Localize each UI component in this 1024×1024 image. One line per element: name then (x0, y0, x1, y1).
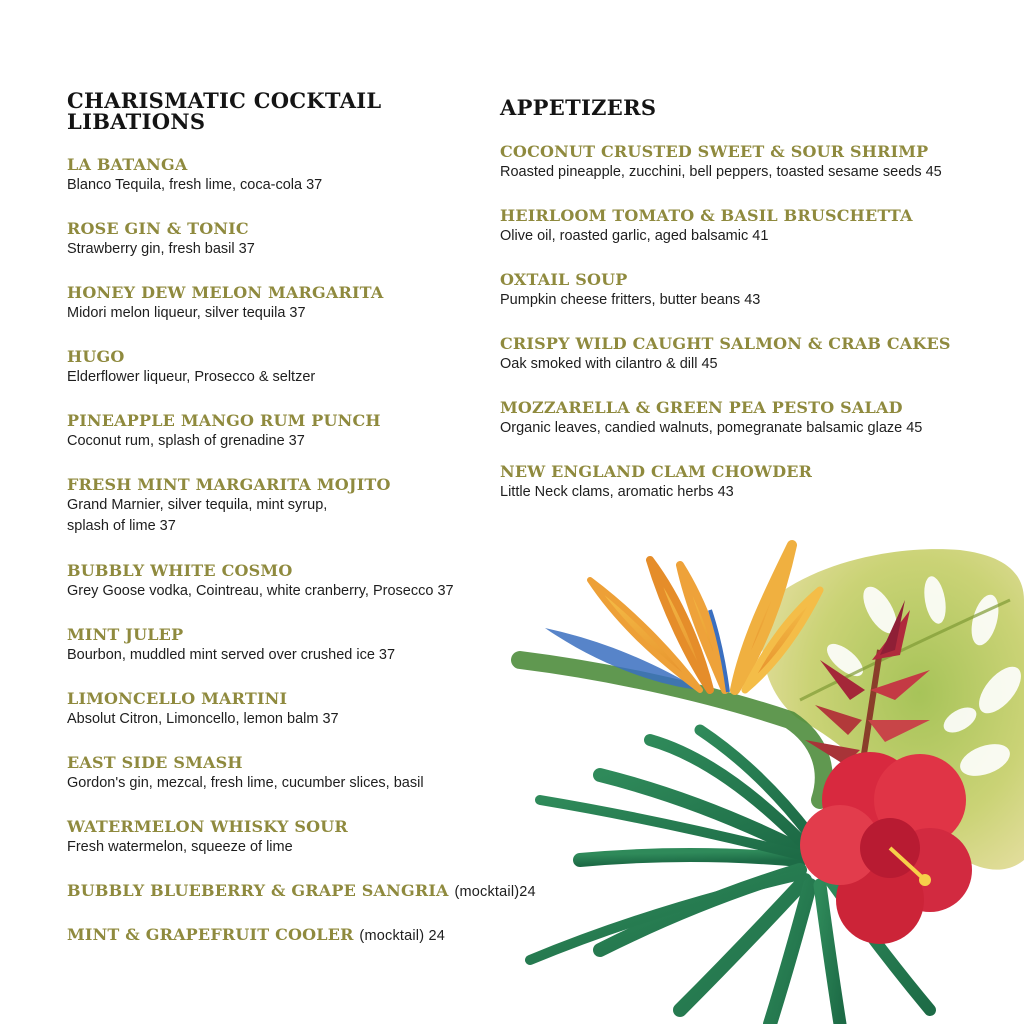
item-description: Olive oil, roasted garlic, aged balsamic 41 (500, 228, 769, 244)
item-note: (mocktail) 24 (359, 928, 446, 944)
item-name: MOZZARELLA & GREEN PEA PESTO SALAD (500, 398, 903, 417)
item-name-with-note (67, 925, 497, 946)
item-description: Fresh watermelon, squeeze of lime (67, 839, 293, 855)
item-name: HUGO (67, 347, 125, 366)
item-description: Midori melon liqueur, silver tequila 37 (67, 305, 306, 321)
item-name: HONEY DEW MELON MARGARITA (67, 283, 384, 302)
item-name: BUBBLY WHITE COSMO (67, 561, 293, 580)
item-name: FRESH MINT MARGARITA MOJITO (67, 475, 391, 494)
menu-item (500, 398, 1010, 439)
item-name: PINEAPPLE MANGO RUM PUNCH (67, 411, 381, 430)
menu-item (500, 462, 1010, 503)
item-description: Gordon's gin, mezcal, fresh lime, cucumber slices, basil (67, 775, 424, 791)
menu-item (67, 283, 497, 324)
item-description: Little Neck clams, aromatic herbs 43 (500, 484, 734, 500)
item-description: Grand Marnier, silver tequila, mint syrup, (67, 497, 328, 513)
tropical-flower-illustration (505, 535, 1024, 1024)
item-description: Elderflower liqueur, Prosecco & seltzer (67, 369, 316, 385)
item-name-text: BUBBLY BLUEBERRY & GRAPE SANGRIA (67, 881, 449, 900)
item-name-with-note (67, 881, 536, 902)
item-name: COCONUT CRUSTED SWEET & SOUR SHRIMP (500, 142, 929, 161)
item-name: NEW ENGLAND CLAM CHOWDER (500, 462, 813, 481)
item-name: WATERMELON WHISKY SOUR (67, 817, 348, 836)
item-name: HEIRLOOM TOMATO & BASIL BRUSCHETTA (500, 206, 913, 225)
item-description: Coconut rum, splash of grenadine 37 (67, 433, 305, 449)
menu-item (67, 155, 497, 196)
item-note: (mocktail)24 (454, 884, 536, 900)
item-name: CRISPY WILD CAUGHT SALMON & CRAB CAKES (500, 334, 951, 353)
appetizers-title: APPETIZERS (500, 95, 657, 120)
item-description: Blanco Tequila, fresh lime, coca-cola 37 (67, 177, 323, 193)
menu-item (67, 625, 497, 666)
item-description-cont: splash of lime 37 (67, 518, 176, 534)
item-description: Pumpkin cheese fritters, butter beans 43 (500, 292, 761, 308)
item-description: Absolut Citron, Limoncello, lemon balm 37 (67, 711, 339, 727)
cocktails-title-line2: LIBATIONS (67, 109, 206, 134)
cocktails-title-line1: CHARISMATIC COCKTAIL (67, 88, 382, 113)
menu-item (500, 334, 1010, 375)
item-name: ROSE GIN & TONIC (67, 219, 249, 238)
menu-item (500, 270, 1010, 311)
item-description: Roasted pineapple, zucchini, bell peppers, toasted sesame seeds 45 (500, 164, 942, 180)
item-description: Grey Goose vodka, Cointreau, white cranberry, Prosecco 37 (67, 583, 454, 599)
item-description: Oak smoked with cilantro & dill 45 (500, 356, 718, 372)
item-description: Strawberry gin, fresh basil 37 (67, 241, 255, 257)
item-name: LIMONCELLO MARTINI (67, 689, 288, 708)
menu-item (67, 475, 497, 537)
menu-item (67, 817, 497, 858)
menu-item (500, 206, 1010, 247)
menu-item (67, 219, 497, 260)
cocktails-title (67, 90, 382, 132)
menu-item (67, 689, 497, 730)
item-description: Organic leaves, candied walnuts, pomegranate balsamic glaze 45 (500, 420, 923, 436)
menu-item (67, 925, 497, 946)
item-name: LA BATANGA (67, 155, 188, 174)
item-name: MINT JULEP (67, 625, 184, 644)
item-name: OXTAIL SOUP (500, 270, 628, 289)
menu-item (500, 142, 1010, 183)
item-description: Bourbon, muddled mint served over crushed ice 37 (67, 647, 396, 663)
menu-item (67, 753, 497, 794)
menu-item (67, 561, 497, 602)
item-name-text: MINT & GRAPEFRUIT COOLER (67, 925, 354, 944)
menu-item (67, 347, 497, 388)
menu-item (67, 411, 497, 452)
item-name: EAST SIDE SMASH (67, 753, 243, 772)
menu-item (67, 881, 536, 902)
